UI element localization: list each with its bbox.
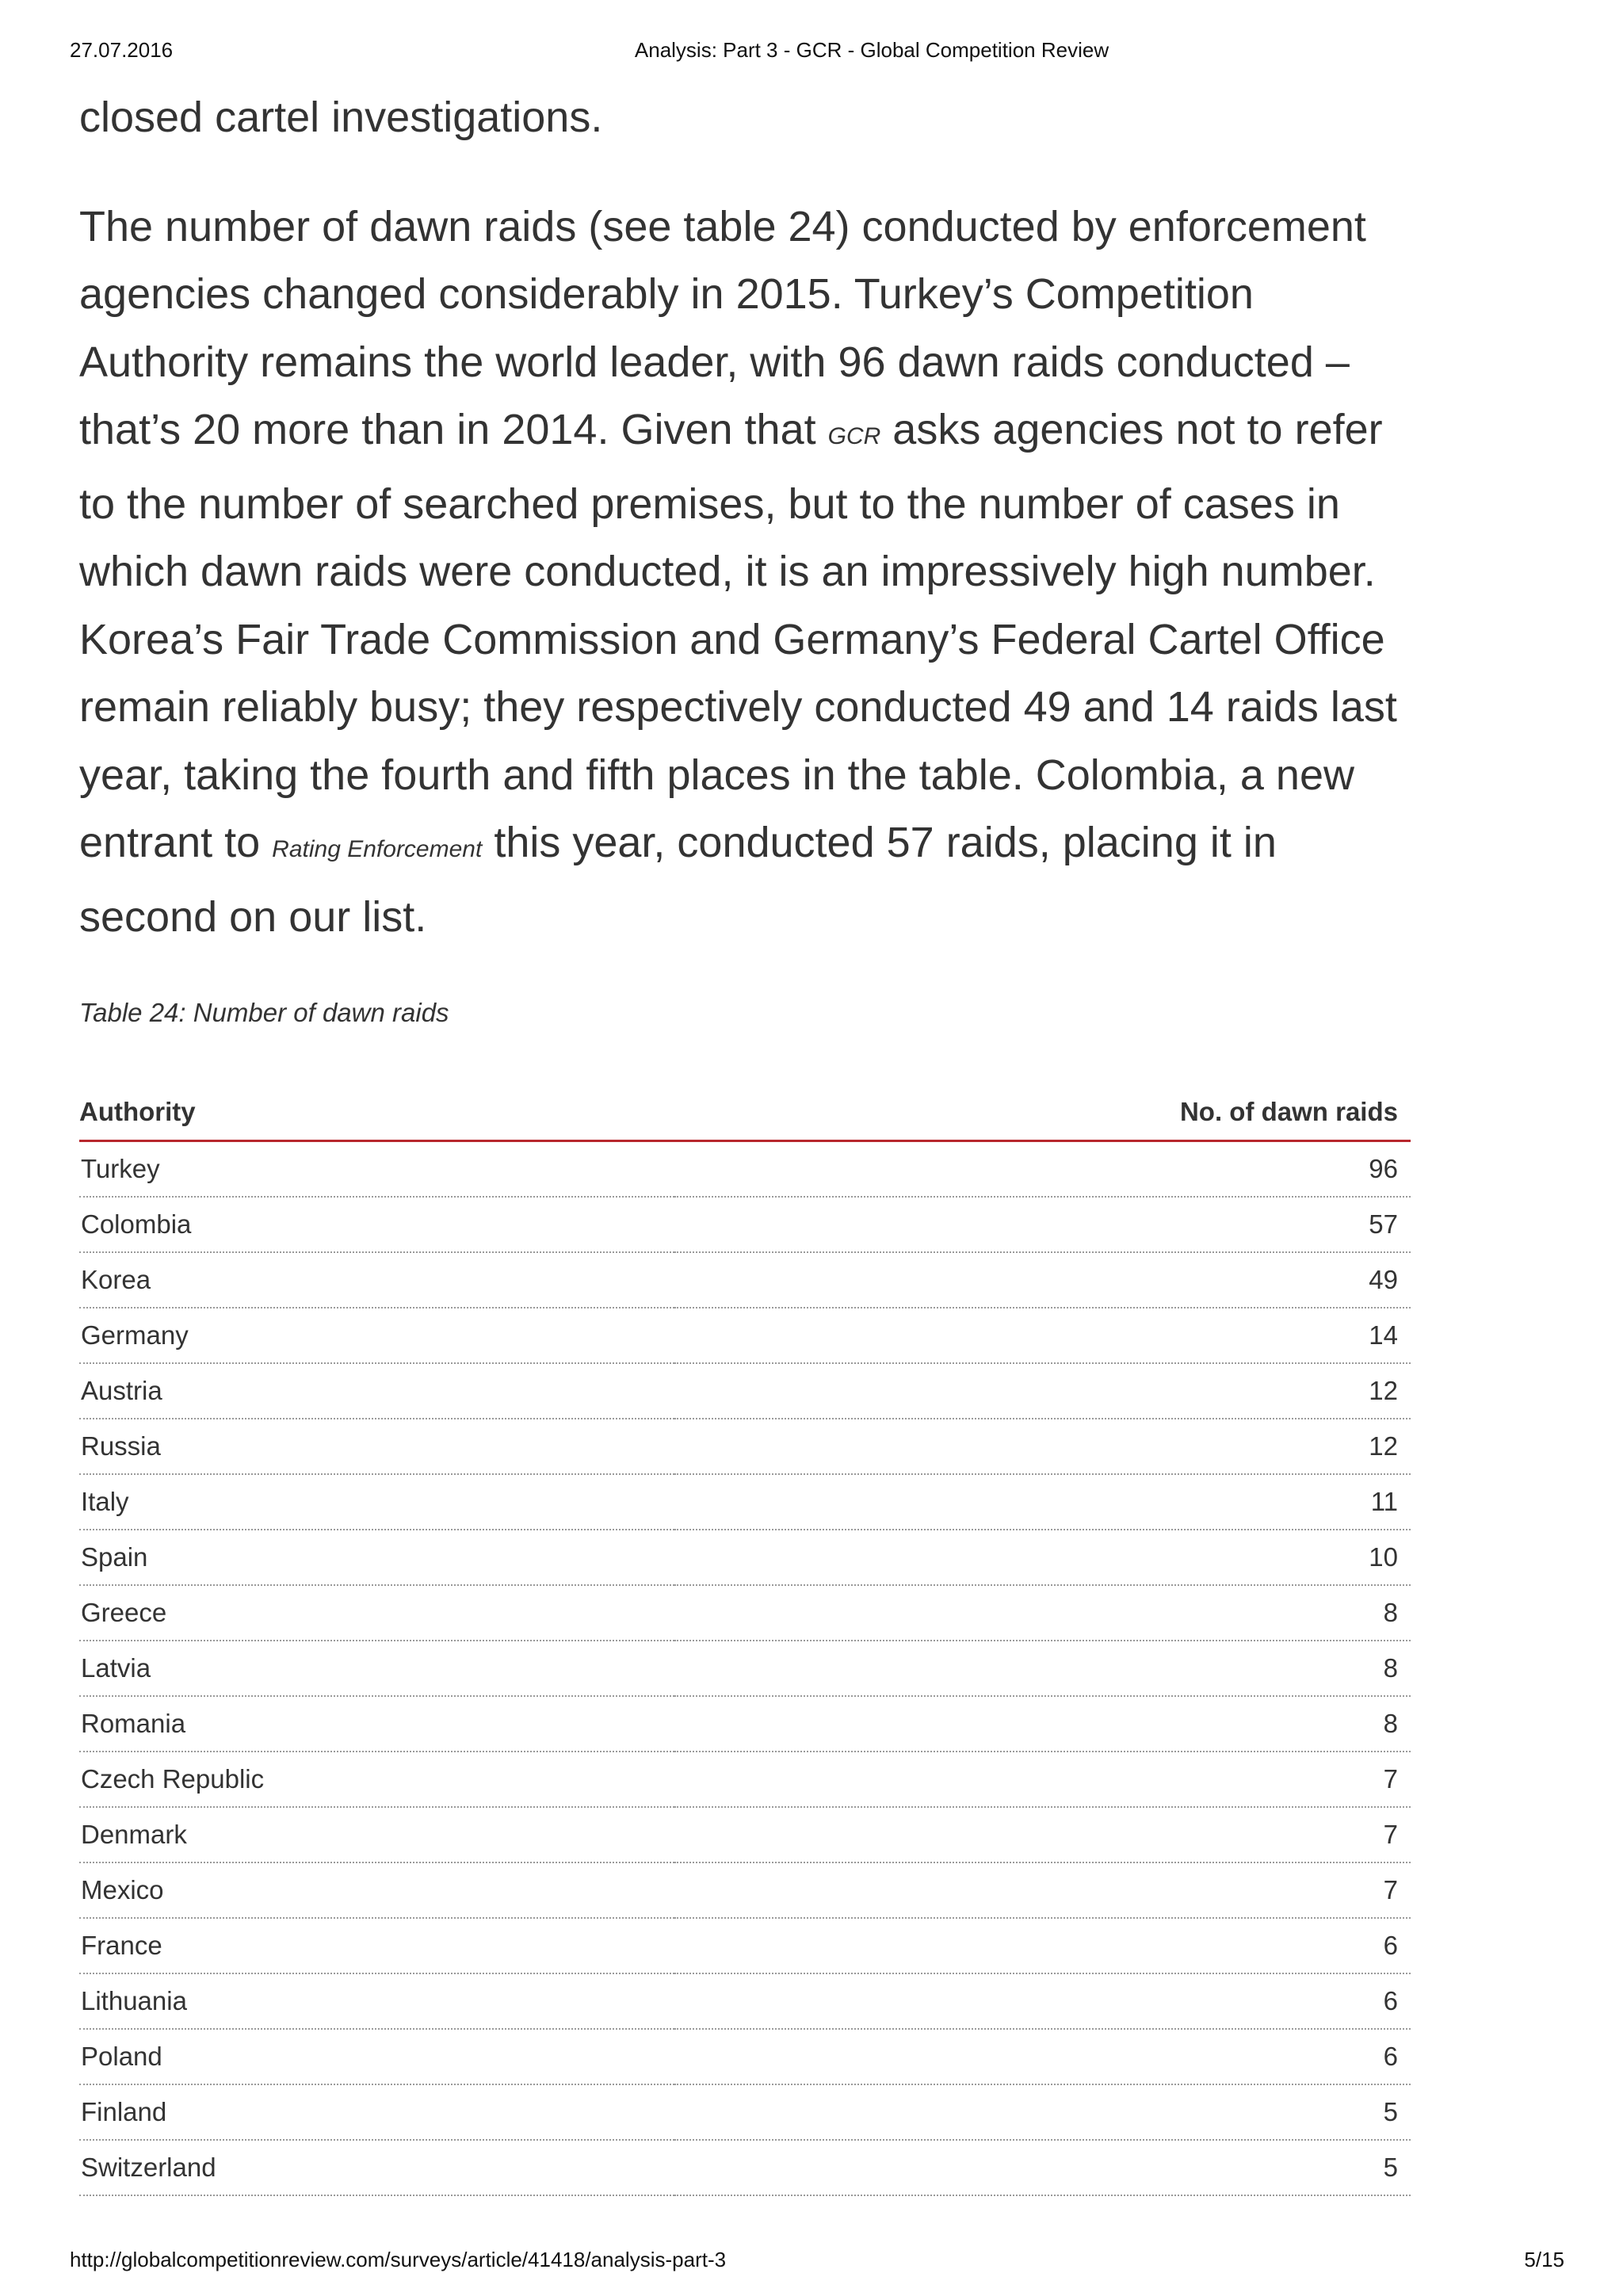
table-row (79, 1474, 1411, 1530)
table-row (79, 1252, 1411, 1308)
table-row (79, 1585, 1411, 1641)
table-row (79, 1862, 1411, 1918)
cell-authority: Romania (79, 1696, 674, 1752)
table-row (79, 1141, 1411, 1198)
cell-raids: 7 (674, 1752, 1411, 1807)
column-header-raids: No. of dawn raids (674, 1094, 1411, 1141)
cell-authority: Korea (79, 1252, 674, 1308)
table-row (79, 1530, 1411, 1585)
table-row (79, 2140, 1411, 2195)
print-page-number: 5/15 (1524, 2248, 1564, 2271)
table-row (79, 1641, 1411, 1696)
table-header-row (79, 1094, 1411, 1141)
table-row (79, 1308, 1411, 1363)
cell-raids: 5 (674, 2140, 1411, 2195)
cell-authority: Latvia (79, 1641, 674, 1696)
print-page-title: Analysis: Part 3 - GCR - Global Competition Review (634, 38, 1109, 62)
cell-authority: Colombia (79, 1197, 674, 1252)
cell-raids: 12 (674, 1419, 1411, 1474)
cell-raids: 12 (674, 1363, 1411, 1419)
cell-authority: Poland (79, 2029, 674, 2084)
cell-authority: Italy (79, 1474, 674, 1530)
dawn-raids-table (79, 1094, 1411, 2196)
table-row (79, 1696, 1411, 1752)
cell-raids: 5 (674, 2084, 1411, 2140)
table-row (79, 1363, 1411, 1419)
cell-raids: 8 (674, 1696, 1411, 1752)
lead-fragment: closed cartel investigations. (79, 94, 603, 141)
paragraph-text-3: this year, conducted 57 raids, placing it in second on our list. (79, 819, 1277, 941)
cell-raids: 96 (674, 1141, 1411, 1198)
print-date: 27.07.2016 (70, 38, 174, 62)
cell-authority: Russia (79, 1419, 674, 1474)
cell-authority: Austria (79, 1363, 674, 1419)
cell-authority: Greece (79, 1585, 674, 1641)
print-header (0, 38, 1623, 70)
table-caption: Table 24: Number of dawn raids (79, 998, 449, 1027)
rating-enforcement-mention: Rating Enforcement (272, 836, 483, 862)
cell-authority: Denmark (79, 1807, 674, 1862)
table-row (79, 2084, 1411, 2140)
cell-authority: Lithuania (79, 1973, 674, 2029)
cell-raids: 57 (674, 1197, 1411, 1252)
cell-authority: Czech Republic (79, 1752, 674, 1807)
table-row (79, 1752, 1411, 1807)
cell-authority: Mexico (79, 1862, 674, 1918)
cell-raids: 10 (674, 1530, 1411, 1585)
cell-authority: Finland (79, 2084, 674, 2140)
paragraph-text-2: asks agencies not to refer to the number of searched premises, but to the number of cases in which dawn raids were conducted, it is an impressively high number. Korea’s Fair Trade Commission and Germany’s Federal Cartel Office remain reliably busy; they respectively conducted 49 and 14 raids last year, taking the fourth and fifth places in the table. Colombia, a new entrant to (79, 406, 1397, 866)
table-row (79, 1807, 1411, 1862)
cell-authority: Switzerland (79, 2140, 674, 2195)
cell-raids: 7 (674, 1862, 1411, 1918)
table-row (79, 1918, 1411, 1973)
cell-raids: 6 (674, 1918, 1411, 1973)
table-row (79, 1973, 1411, 2029)
cell-raids: 14 (674, 1308, 1411, 1363)
table-row (79, 1197, 1411, 1252)
print-url: http://globalcompetitionreview.com/surveys/article/41418/analysis-part-3 (70, 2248, 727, 2271)
gcr-mention: GCR (827, 423, 881, 449)
cell-raids: 6 (674, 2029, 1411, 2084)
cell-authority: France (79, 1918, 674, 1973)
cell-raids: 7 (674, 1807, 1411, 1862)
cell-raids: 8 (674, 1641, 1411, 1696)
cell-raids: 11 (674, 1474, 1411, 1530)
column-header-authority: Authority (79, 1094, 674, 1141)
article-paragraph (79, 193, 1411, 952)
table-body (79, 1141, 1411, 2196)
paragraph-text-1: The number of dawn raids (see table 24) conducted by enforcement agencies changed considerably in 2015. Turkey’s Competition Authority remains the world leader, with 96 dawn raids conducted – that’s 20 more than in 2014. Given that (79, 202, 1366, 453)
cell-authority: Germany (79, 1308, 674, 1363)
cell-authority: Spain (79, 1530, 674, 1585)
cell-raids: 8 (674, 1585, 1411, 1641)
table-row (79, 2029, 1411, 2084)
table-row (79, 1419, 1411, 1474)
cell-raids: 49 (674, 1252, 1411, 1308)
cell-raids: 6 (674, 1973, 1411, 2029)
cell-authority: Turkey (79, 1141, 674, 1198)
article-body (79, 84, 1411, 2196)
